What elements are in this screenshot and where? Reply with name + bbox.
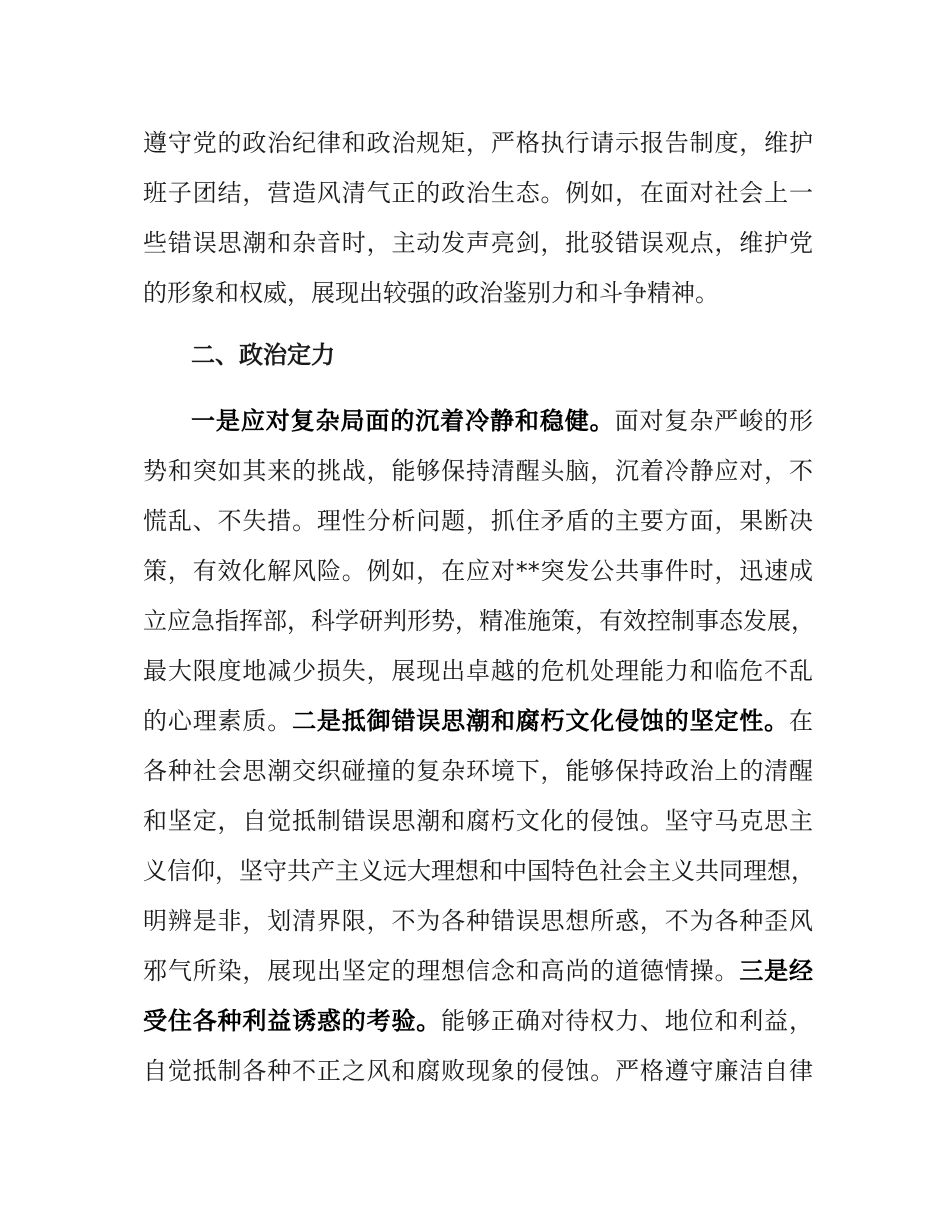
text-line: 遵守党的政治纪律和政治规矩，严格执行请示报告制度，维护	[143, 129, 813, 157]
text-span: 邪气所染，展现出坚定的理想信念和高尚的道德情操。	[143, 957, 740, 985]
text-line: 的形象和权威，展现出较强的政治鉴别力和斗争精神。	[143, 279, 719, 307]
text-line	[143, 1004, 813, 1038]
bold-lead-text: 二是抵御错误思潮和腐朽文化侵蚀的坚定性。	[292, 707, 789, 735]
bold-lead-text: 三是经	[739, 957, 814, 985]
text-line: 明辨是非，划清界限，不为各种错误思想所惑，不为各种歪风	[143, 907, 813, 935]
text-span: 在	[789, 707, 813, 735]
text-line: 立应急指挥部，科学研判形势，精准施策，有效控制事态发展，	[143, 607, 815, 635]
text-line	[191, 404, 813, 438]
text-line: 义信仰，坚守共产主义远大理想和中国特色社会主义共同理想，	[143, 857, 815, 885]
text-line: 自觉抵制各种不正之风和腐败现象的侵蚀。严格遵守廉洁自律	[143, 1057, 813, 1085]
section-heading: 二、政治定力	[191, 341, 335, 369]
text-line	[143, 954, 813, 988]
text-span: 面对复杂严峻的形	[614, 407, 814, 435]
text-span: 能够正确对待权力、地位和利益，	[441, 1007, 814, 1035]
text-line: 各种社会思潮交织碰撞的复杂环境下，能够保持政治上的清醒	[143, 757, 813, 785]
text-line: 些错误思潮和杂音时，主动发声亮剑，批驳错误观点，维护党	[143, 229, 813, 257]
text-line	[143, 704, 813, 738]
text-span: 的心理素质。	[143, 707, 293, 735]
text-line: 班子团结，营造风清气正的政治生态。例如，在面对社会上一	[143, 179, 813, 207]
text-line: 势和突如其来的挑战，能够保持清醒头脑，沉着冷静应对，不	[143, 457, 813, 485]
text-line: 最大限度地减少损失，展现出卓越的危机处理能力和临危不乱	[143, 657, 813, 685]
bold-lead-text: 一是应对复杂局面的沉着冷静和稳健。	[191, 407, 615, 435]
text-line: 和坚定，自觉抵制错误思潮和腐朽文化的侵蚀。坚守马克思主	[143, 807, 813, 835]
text-line: 慌乱、不失措。理性分析问题，抓住矛盾的主要方面，果断决	[143, 507, 813, 535]
bold-lead-text: 受住各种利益诱惑的考验。	[143, 1007, 442, 1035]
text-line: 策，有效化解风险。例如，在应对**突发公共事件时，迅速成	[143, 557, 813, 585]
